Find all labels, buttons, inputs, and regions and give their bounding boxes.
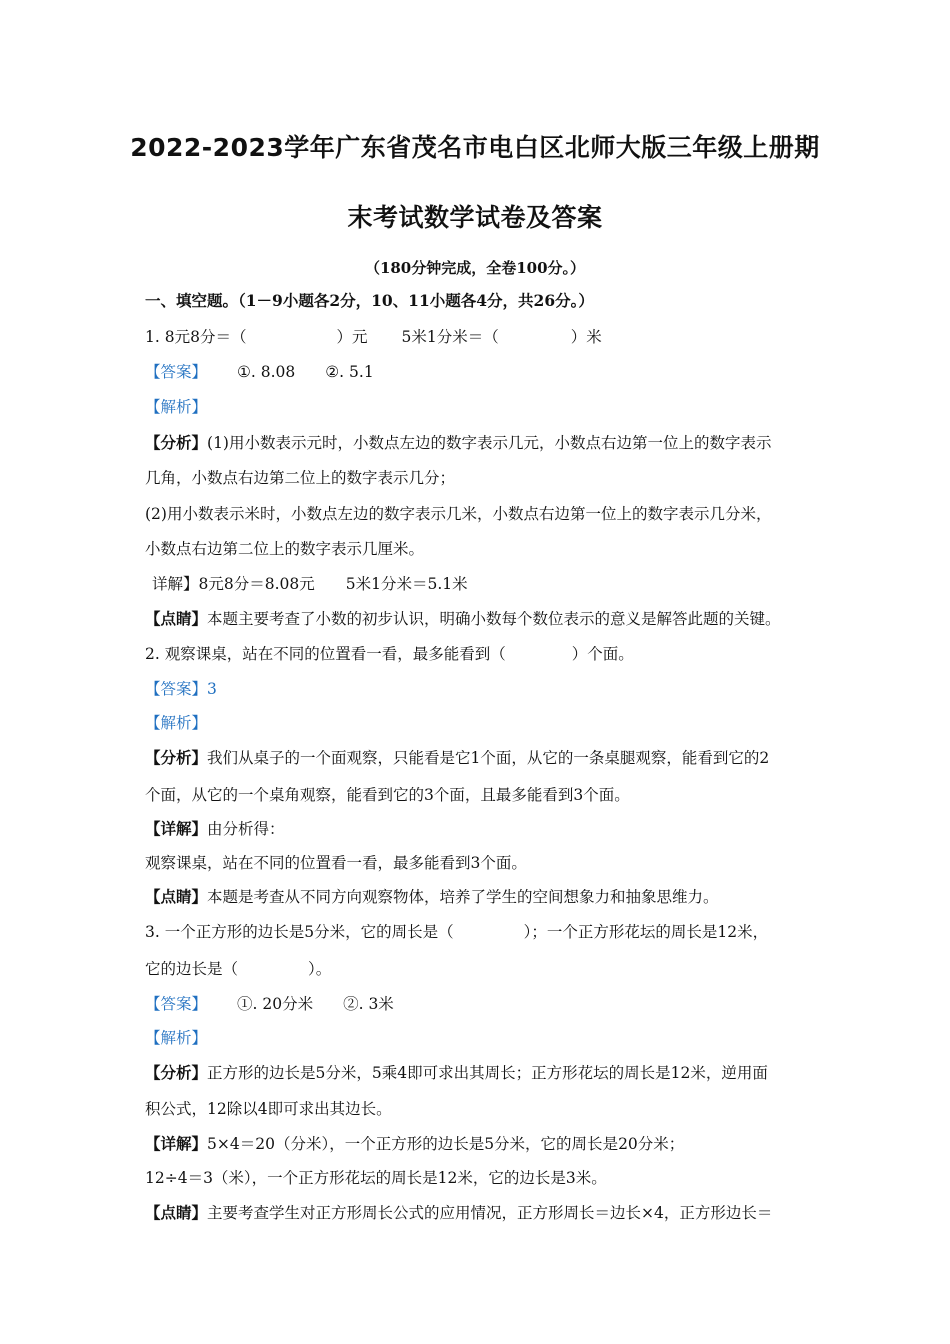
q3-answer-1: ①. 20分米 bbox=[237, 995, 314, 1013]
q1-stem-b: ）元 bbox=[336, 328, 368, 346]
q1-fenxi-4: 小数点右边第二位上的数字表示几厘米。 bbox=[145, 540, 425, 558]
q3-stem-a: 3. 一个正方形的边长是5分米，它的周长是（ bbox=[145, 923, 454, 941]
q3-answer-2: ②. 3米 bbox=[343, 995, 394, 1013]
q3-stem-2 bbox=[145, 958, 810, 980]
fenxi-tag: 【分析】 bbox=[145, 748, 208, 767]
fenxi-tag: 【分析】 bbox=[145, 433, 208, 452]
q1-jiexi: 【解析】 bbox=[145, 398, 208, 416]
xiangjie-tag: 【详解】 bbox=[145, 819, 208, 838]
q3-stem-c: 它的边长是（ bbox=[145, 960, 239, 978]
q2-xiangjie-2: 观察课桌，站在不同的位置看一看，最多能看到3个面。 bbox=[145, 854, 527, 872]
q3-dianjing-text: 主要考查学生对正方形周长公式的应用情况，正方形周长＝边长×4，正方形边长＝ bbox=[207, 1204, 773, 1222]
q1-fenxi-1 bbox=[145, 432, 810, 454]
section-heading: 一、填空题。（1－9小题各2分，10、11小题各4分，共26分。） bbox=[145, 291, 594, 310]
q1-answer-2: ②. 5.1 bbox=[325, 363, 374, 381]
q2-stem-b: ）个面。 bbox=[571, 645, 634, 663]
q1-stem-a: 1. 8元8分＝（ bbox=[145, 328, 247, 346]
q2-answer-text: 【答案】3 bbox=[145, 680, 217, 698]
doc-title-line-1: 2022-2023学年广东省茂名市电白区北师大版三年级上册期 bbox=[130, 133, 820, 162]
q2-fenxi-2: 个面，从它的一个桌角观察，能看到它的3个面，且最多能看到3个面。 bbox=[145, 786, 630, 804]
q1-fenxi-3: (2)用小数表示米时，小数点左边的数字表示几米，小数点右边第一位上的数字表示几分米， bbox=[145, 505, 772, 523]
q1-stem-d: ）米 bbox=[570, 328, 602, 346]
q3-answer bbox=[145, 993, 810, 1015]
q2-xiangjie-text: 由分析得： bbox=[207, 820, 285, 838]
q1-fenxi-2: 几角，小数点右边第二位上的数字表示几分； bbox=[145, 469, 456, 487]
q1-xiangjie: 详解】8元8分＝8.08元 5米1分米＝5.1米 bbox=[152, 575, 468, 593]
q2-dianjing-text: 本题是考查从不同方向观察物体，培养了学生的空间想象力和抽象思维力。 bbox=[207, 888, 719, 906]
fenxi-tag: 【分析】 bbox=[145, 1063, 208, 1082]
q3-fenxi-2: 积公式，12除以4即可求出其边长。 bbox=[145, 1100, 392, 1118]
q1-answer bbox=[145, 361, 810, 383]
answer-tag: 【答案】 bbox=[145, 995, 208, 1013]
q3-stem-b: ）；一个正方形花坛的周长是12米， bbox=[523, 923, 769, 941]
q3-fenxi-1 bbox=[145, 1062, 810, 1084]
q2-dianjing bbox=[145, 886, 810, 908]
q3-dianjing bbox=[145, 1202, 810, 1224]
q1-dianjing bbox=[145, 608, 810, 630]
q2-xiangjie-1 bbox=[145, 818, 810, 840]
dianjing-tag: 【点睛】 bbox=[145, 609, 208, 628]
q2-jiexi: 【解析】 bbox=[145, 714, 208, 732]
q1-stem bbox=[145, 326, 810, 348]
q3-jiexi: 【解析】 bbox=[145, 1029, 208, 1047]
q2-fenxi-1 bbox=[145, 747, 810, 769]
q2-fenxi-text-1: 我们从桌子的一个面观察，只能看是它1个面，从它的一条桌腿观察，能看到它的2 bbox=[207, 749, 770, 767]
q3-stem-d: ）。 bbox=[308, 960, 332, 978]
xiangjie-tag: 【详解】 bbox=[145, 1134, 208, 1153]
answer-tag: 【答案】 bbox=[145, 363, 208, 381]
q3-fenxi-text-1: 正方形的边长是5分米，5乘4即可求出其周长；正方形花坛的周长是12米，逆用面 bbox=[207, 1064, 768, 1082]
q1-dianjing-text: 本题主要考查了小数的初步认识，明确小数每个数位表示的意义是解答此题的关键。 bbox=[207, 610, 781, 628]
q2-stem bbox=[145, 643, 810, 665]
doc-subtitle: （180分钟完成，全卷100分。） bbox=[364, 259, 586, 277]
q3-stem-1 bbox=[145, 921, 810, 943]
dianjing-tag: 【点睛】 bbox=[145, 887, 208, 906]
doc-title-line-2: 末考试数学试卷及答案 bbox=[347, 203, 603, 232]
q2-answer bbox=[145, 678, 810, 700]
q3-xiangjie-1 bbox=[145, 1133, 810, 1155]
q1-stem-c: 5米1分米＝（ bbox=[401, 328, 499, 346]
q2-stem-a: 2. 观察课桌，站在不同的位置看一看，最多能看到（ bbox=[145, 645, 506, 663]
q3-xiangjie-2: 12÷4＝3（米），一个正方形花坛的周长是12米，它的边长是3米。 bbox=[145, 1169, 607, 1187]
dianjing-tag: 【点睛】 bbox=[145, 1203, 208, 1222]
q3-xiangjie-text: 5×4＝20（分米），一个正方形的边长是5分米，它的周长是20分米； bbox=[207, 1135, 685, 1153]
q1-answer-1: ①. 8.08 bbox=[237, 363, 296, 381]
q1-fenxi-text-1: (1)用小数表示元时，小数点左边的数字表示几元，小数点右边第一位上的数字表示 bbox=[207, 434, 772, 452]
